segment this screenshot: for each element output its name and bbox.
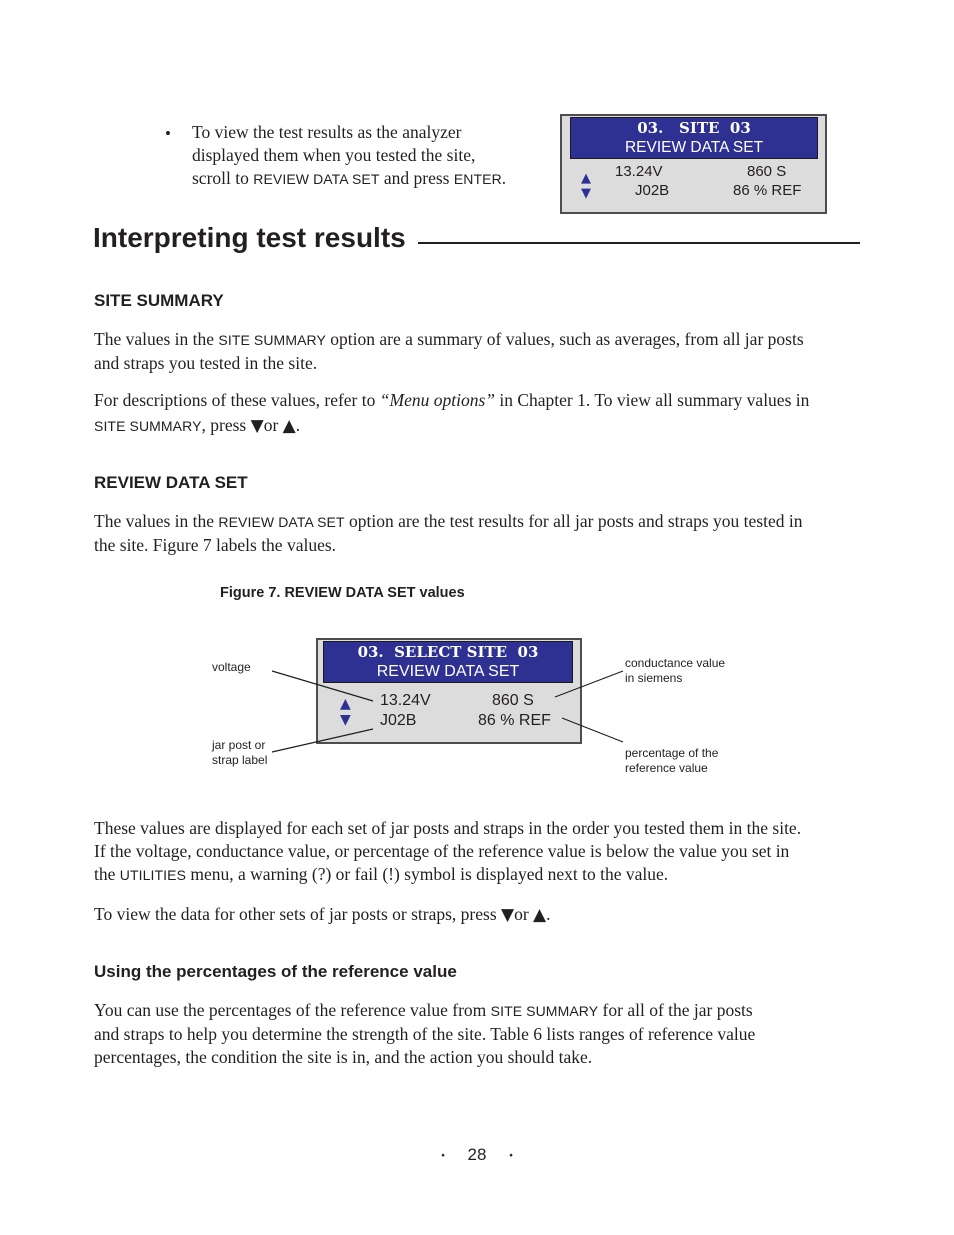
lcd-site-line: 03. SELECT SITE 03 [357,643,539,661]
text-run: for all of the jar posts [598,1000,753,1020]
percentages-paragraph [94,999,874,1069]
up-triangle-icon: ▲ [533,905,547,925]
callout-line: reference value [625,761,708,775]
voltage-value: 13.24V [615,163,663,180]
text-line: percentages, the condition the site is in, and the action you should take. [94,1047,593,1067]
voltage-leader-line [272,671,373,701]
text-run: , press [201,415,251,435]
lcd-menu-line: REVIEW DATA SET [624,139,764,156]
bullet-line: To view the test results as the analyzer [192,122,462,142]
view-other-sets-paragraph [94,903,894,927]
callout-line: percentage of the [625,746,719,760]
jar-label-value: J02B [635,182,670,199]
figure-caption: Figure 7. REVIEW DATA SET values [220,585,465,601]
text-run: For descriptions of these values, refer to [94,390,380,410]
menu-term: REVIEW DATA SET [253,171,380,187]
up-arrow-icon: ▲ [340,696,351,712]
bullet-line: displayed them when you tested the site, [192,145,476,165]
down-arrow-icon: ▼ [340,712,351,728]
callout-conductance [625,656,725,686]
text-run: option are the test results for all jar posts and straps you tested in [344,511,803,531]
text-run: option are a summary of values, such as averages, from all jar posts [325,329,804,349]
text-run: menu, a warning (?) or fail (!) symbol is displayed next to the value. [186,864,669,884]
text-run: . [501,168,507,188]
section-heading: Interpreting test results [93,222,406,253]
text-run: scroll to [192,168,254,188]
text-run: The values in the [94,329,219,349]
callout-line: in siemens [625,671,683,685]
jar-label-leader-line [272,729,373,752]
percent-ref-value: 86 % REF [733,182,802,199]
voltage-value: 13.24V [380,692,431,709]
menu-term: REVIEW DATA SET [218,514,345,530]
menu-term: SITE SUMMARY [94,418,202,434]
menu-term: SITE SUMMARY [490,1003,599,1019]
conductance-value: 860 S [492,692,534,709]
text-run: or [263,415,283,435]
callout-line: conductance value [625,656,726,670]
menu-term: UTILITIES [119,867,187,883]
up-arrow-icon: ▲ [581,171,591,186]
review-data-set-heading: REVIEW DATA SET [94,473,248,492]
text-line: and straps to help you determine the strength of the site. Table 6 lists ranges of reference value [94,1024,756,1044]
text-line [94,999,874,1023]
callout-line: jar post or [212,738,266,752]
conductance-leader-line [555,671,623,697]
menu-term: SITE SUMMARY [218,332,326,348]
text-run: the [94,864,120,884]
bullet-point: • [165,124,171,143]
text-line [94,863,894,887]
diamond-icon: ⬩ [509,1150,513,1162]
key-term: ENTER [453,171,502,187]
diamond-icon: ⬩ [441,1150,445,1162]
conductance-value: 860 S [747,163,787,180]
cross-reference: “Menu options” [379,390,495,410]
text-line: These values are displayed for each set of jar posts and straps in the order you tested them in the site. [94,818,802,838]
callout-voltage: voltage [212,660,251,674]
site-summary-heading: SITE SUMMARY [94,291,224,310]
callout-percent [625,746,718,776]
lcd-menu-line: REVIEW DATA SET [376,663,520,680]
page-number: 28 [467,1145,487,1164]
text-run: in Chapter 1. To view all summary values in [495,390,810,410]
jar-label-value: J02B [380,712,417,729]
text-run: You can use the percentages of the reference value from [94,1000,491,1020]
callout-jar-label [212,738,267,768]
down-triangle-icon: ▼ [250,416,264,436]
down-arrow-icon: ▼ [581,186,591,201]
text-line: the site. Figure 7 labels the values. [94,535,337,555]
text-line: and straps you tested in the site. [94,353,318,373]
text-run: or [514,904,534,924]
callout-line: strap label [212,753,268,767]
text-run: . [295,415,301,435]
percentages-heading: Using the percentages of the reference value [94,962,457,981]
text-run: To view the data for other sets of jar posts or straps, press [94,904,502,924]
percent-ref-value: 86 % REF [478,712,551,729]
down-triangle-icon: ▼ [501,905,515,925]
lcd-site-line: 03. SITE 03 [637,119,751,137]
text-line: If the voltage, conductance value, or percentage of the reference value is below the value you set in [94,841,790,861]
page-footer [0,1145,954,1165]
values-displayed-paragraph [94,817,894,887]
up-triangle-icon: ▲ [282,416,296,436]
text-run: . [546,904,551,924]
text-run: and press [379,168,454,188]
text-run: The values in the [94,511,219,531]
percent-leader-line [562,718,623,742]
